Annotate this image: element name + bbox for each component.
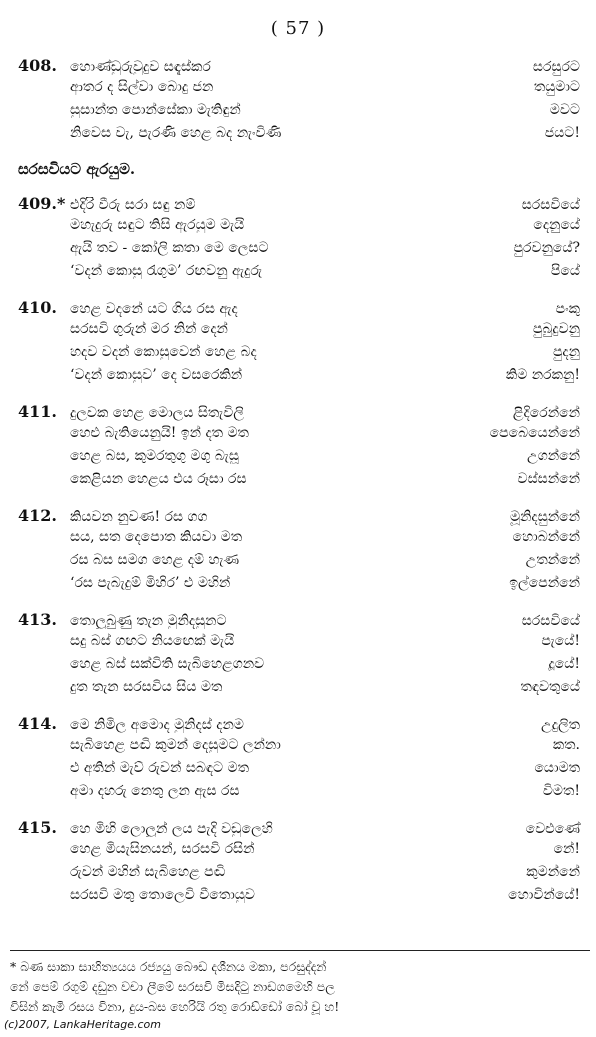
verse-end-word: විමත!	[542, 783, 580, 799]
footnote-line: විසින් කැමි රසය විනා, දුය-බස හෙරියි රතු රොඩ්ඩෝ බෝ වූ හ!	[10, 999, 340, 1014]
verse-number: 409.*	[18, 194, 66, 213]
verse-end-word: හොවින්යේ!	[508, 887, 580, 903]
verse-end-word: ළිදිරෙන්නේ	[512, 405, 580, 421]
verse-line	[18, 56, 586, 79]
verse-text: හෙළ වදනේ යට ගිය රස ඇද	[70, 301, 238, 317]
verse-409	[18, 194, 586, 286]
verse-line	[18, 263, 586, 286]
verse-line	[18, 425, 586, 448]
verse-line	[18, 887, 586, 910]
verse-number: 408.	[18, 56, 57, 75]
verse-408	[18, 56, 586, 148]
verse-text: දුත තැන සරසවිය සිය මත	[70, 679, 223, 695]
verse-text: හොණ්ඩුරුවුදුව සඳැස්කර	[70, 59, 211, 75]
verse-end-word: මූනිදසුන්නේ	[510, 509, 580, 525]
verse-line	[18, 818, 586, 841]
verse-number: 413.	[18, 610, 57, 629]
verse-end-word: පුරවනුයේ?	[513, 240, 580, 256]
verse-line	[18, 448, 586, 471]
verse-text: මහැදුරු සඳුට තිසි ඇරයුම මැයි	[70, 217, 245, 233]
verse-number: 410.	[18, 298, 57, 317]
verse-text: හෙළ බස, කුමරතුගු මගු බැසූ	[70, 448, 239, 464]
verse-414	[18, 714, 586, 806]
verse-text: නිවෙස වැ, පැරණි හෙළ බද නැංවිණි	[70, 125, 282, 141]
verse-text: රුවන් මහින් සැබිහෙළ පඬි	[70, 864, 226, 880]
verse-end-word: සරසවියේ	[521, 613, 580, 629]
verse-end-word: යොමත	[534, 760, 580, 776]
verse-line	[18, 529, 586, 552]
verse-end-word: තයුමාට	[533, 79, 580, 95]
verse-end-word: උදුලිත	[541, 717, 580, 733]
verse-line	[18, 656, 586, 679]
verse-text: තොලුබුණු තැන මුනිදසුනට	[70, 613, 227, 629]
verse-text: ඇයි තව - කෝලි කතා මෙ ලෙසට	[70, 240, 269, 256]
verse-text: අමා දහරු නෙතු ලන ඇස රස	[70, 783, 240, 799]
verse-line	[18, 841, 586, 864]
verse-line	[18, 633, 586, 656]
verse-end-word: පංකු	[555, 301, 580, 317]
verse-line	[18, 240, 586, 263]
page-number: ( 57 )	[270, 18, 326, 39]
verse-line	[18, 367, 586, 390]
verse-line	[18, 783, 586, 806]
verse-line	[18, 506, 586, 529]
verse-text: රස බස සමග හෙළ දම් හැණ	[70, 552, 240, 568]
verse-411	[18, 402, 586, 494]
section-heading: සරසවියට ඇරයුම.	[18, 160, 136, 178]
verse-end-word: වස්සන්නේ	[517, 471, 580, 487]
verse-text: සදු බස් ගඟට නියඟෙක් මැයි	[70, 633, 235, 649]
verse-415	[18, 818, 586, 910]
verse-number: 412.	[18, 506, 57, 525]
verse-end-word: උගන්නේ	[527, 448, 580, 464]
verse-text: හෙ මිහි ලොලුන් ලය පැදි වඩුලෙහි	[70, 821, 273, 837]
verse-end-word: කත.	[552, 737, 580, 753]
verse-line	[18, 575, 586, 598]
verse-end-word: ජයට!	[544, 125, 580, 141]
verse-text: හෙළ බස් සක්විති සැබිහෙළගනව	[70, 656, 265, 672]
verse-text: එ අතින් මැව් රුවන් සබඳට මත	[70, 760, 249, 776]
verse-text: සරසවි මතු තොලෙවි වීතොයුව	[70, 887, 255, 903]
verse-text: සය, සත දෙපොත කියවා මත	[70, 529, 243, 545]
verse-list	[18, 56, 586, 922]
copyright-notice: (c)2007, LankaHeritage.com	[4, 1018, 161, 1031]
verse-end-word: ඉල්පෙන්නේ	[509, 575, 580, 591]
verse-line	[18, 864, 586, 887]
verse-line	[18, 344, 586, 367]
verse-end-word: නේ!	[553, 841, 580, 857]
footnote-line: * බණ සාකා සාහිත්‍යයය රජ්‍යයු බෞඩ දශීනය මකා, පරසුද්දන්	[10, 959, 327, 974]
verse-text: සැබිහෙළ පඬි කුමන් දෙසුමට ලන්නා	[70, 737, 281, 753]
verse-line	[18, 402, 586, 425]
verse-end-word: දූයේ!	[548, 656, 580, 672]
verse-text: හෙළු බැතියෙනුයි! ඉන් දත මත	[70, 425, 249, 441]
verse-text: ‘රස පැබැදුම් මිහිර’ එ මහින්	[70, 575, 231, 591]
verse-text: කියවන නුවණ! රස ගග	[70, 509, 208, 525]
verse-number: 414.	[18, 714, 57, 733]
verse-line	[18, 760, 586, 783]
verse-end-word: කිම නරකනු!	[505, 367, 580, 383]
verse-number: 411.	[18, 402, 57, 421]
verse-end-word: මවට	[549, 102, 580, 118]
verse-end-word: පැයේ!	[541, 633, 580, 649]
verse-line	[18, 102, 586, 125]
verse-end-word: උතන්නේ	[525, 552, 580, 568]
verse-line	[18, 321, 586, 344]
verse-text: සුසාන්ත පොන්සේකා මැතිඳුන්	[70, 102, 241, 118]
verse-line	[18, 714, 586, 737]
verse-text: ආතර ද සිල්වා බොදු ජන	[70, 79, 214, 95]
verse-end-word: පුබුදුවනු	[532, 321, 580, 337]
verse-end-word: පියේ	[550, 263, 580, 279]
verse-text: මෙ නිමිල අමොද මුනිදස් දනම	[70, 717, 244, 733]
verse-text: හදව වදන් කොසුවෙන් හෙළ බද	[70, 344, 257, 360]
verse-line	[18, 679, 586, 702]
verse-end-word: සරසුරට	[532, 59, 580, 75]
verse-line	[18, 737, 586, 760]
verse-text: එදිරි වීරු සරා සඳු නම්	[70, 197, 196, 213]
verse-line	[18, 217, 586, 240]
verse-text: දුලවක හෙළ මොලය සිතැවිලි	[70, 405, 244, 421]
verse-line	[18, 610, 586, 633]
verse-413	[18, 610, 586, 702]
verse-text: සරසවි ගුරුන් මර නින් දෙන්	[70, 321, 228, 337]
verse-text: ‘වදන් කොසුව’ දෙ වසරෙකින්	[70, 367, 243, 383]
footnote-line: නේ පෙම් රගුම් දඩුන වචා ලීමේ සරසවි මිසදිටු නාඩගමෙහි පල	[10, 979, 335, 994]
verse-end-word: තඳවතුයේ	[520, 679, 580, 695]
footnote	[10, 950, 590, 1017]
verse-end-word: සරසවියේ	[521, 197, 580, 213]
verse-410	[18, 298, 586, 390]
verse-line	[18, 471, 586, 494]
verse-end-word: දෙනුයේ	[533, 217, 580, 233]
verse-end-word: හොබන්නේ	[512, 529, 580, 545]
verse-end-word: කුමන්නේ	[526, 864, 580, 880]
verse-text: ‘වදන් කොසු රැගුම’ රඟවනු ඇදුරු	[70, 263, 263, 279]
verse-text: කෙළියන හෙළය එය රූසා රස	[70, 471, 247, 487]
verse-line	[18, 552, 586, 575]
verse-412	[18, 506, 586, 598]
verse-line	[18, 194, 586, 217]
verse-line	[18, 79, 586, 102]
verse-text: හෙළ මියැසිනයන්, සරසවි රසින්	[70, 841, 255, 857]
verse-end-word: පෙබෙයෙන්නේ	[489, 425, 580, 441]
verse-end-word: පුදනු	[552, 344, 580, 360]
verse-end-word: වෙළුණේ	[525, 821, 580, 837]
verse-line	[18, 125, 586, 148]
verse-number: 415.	[18, 818, 57, 837]
verse-line	[18, 298, 586, 321]
